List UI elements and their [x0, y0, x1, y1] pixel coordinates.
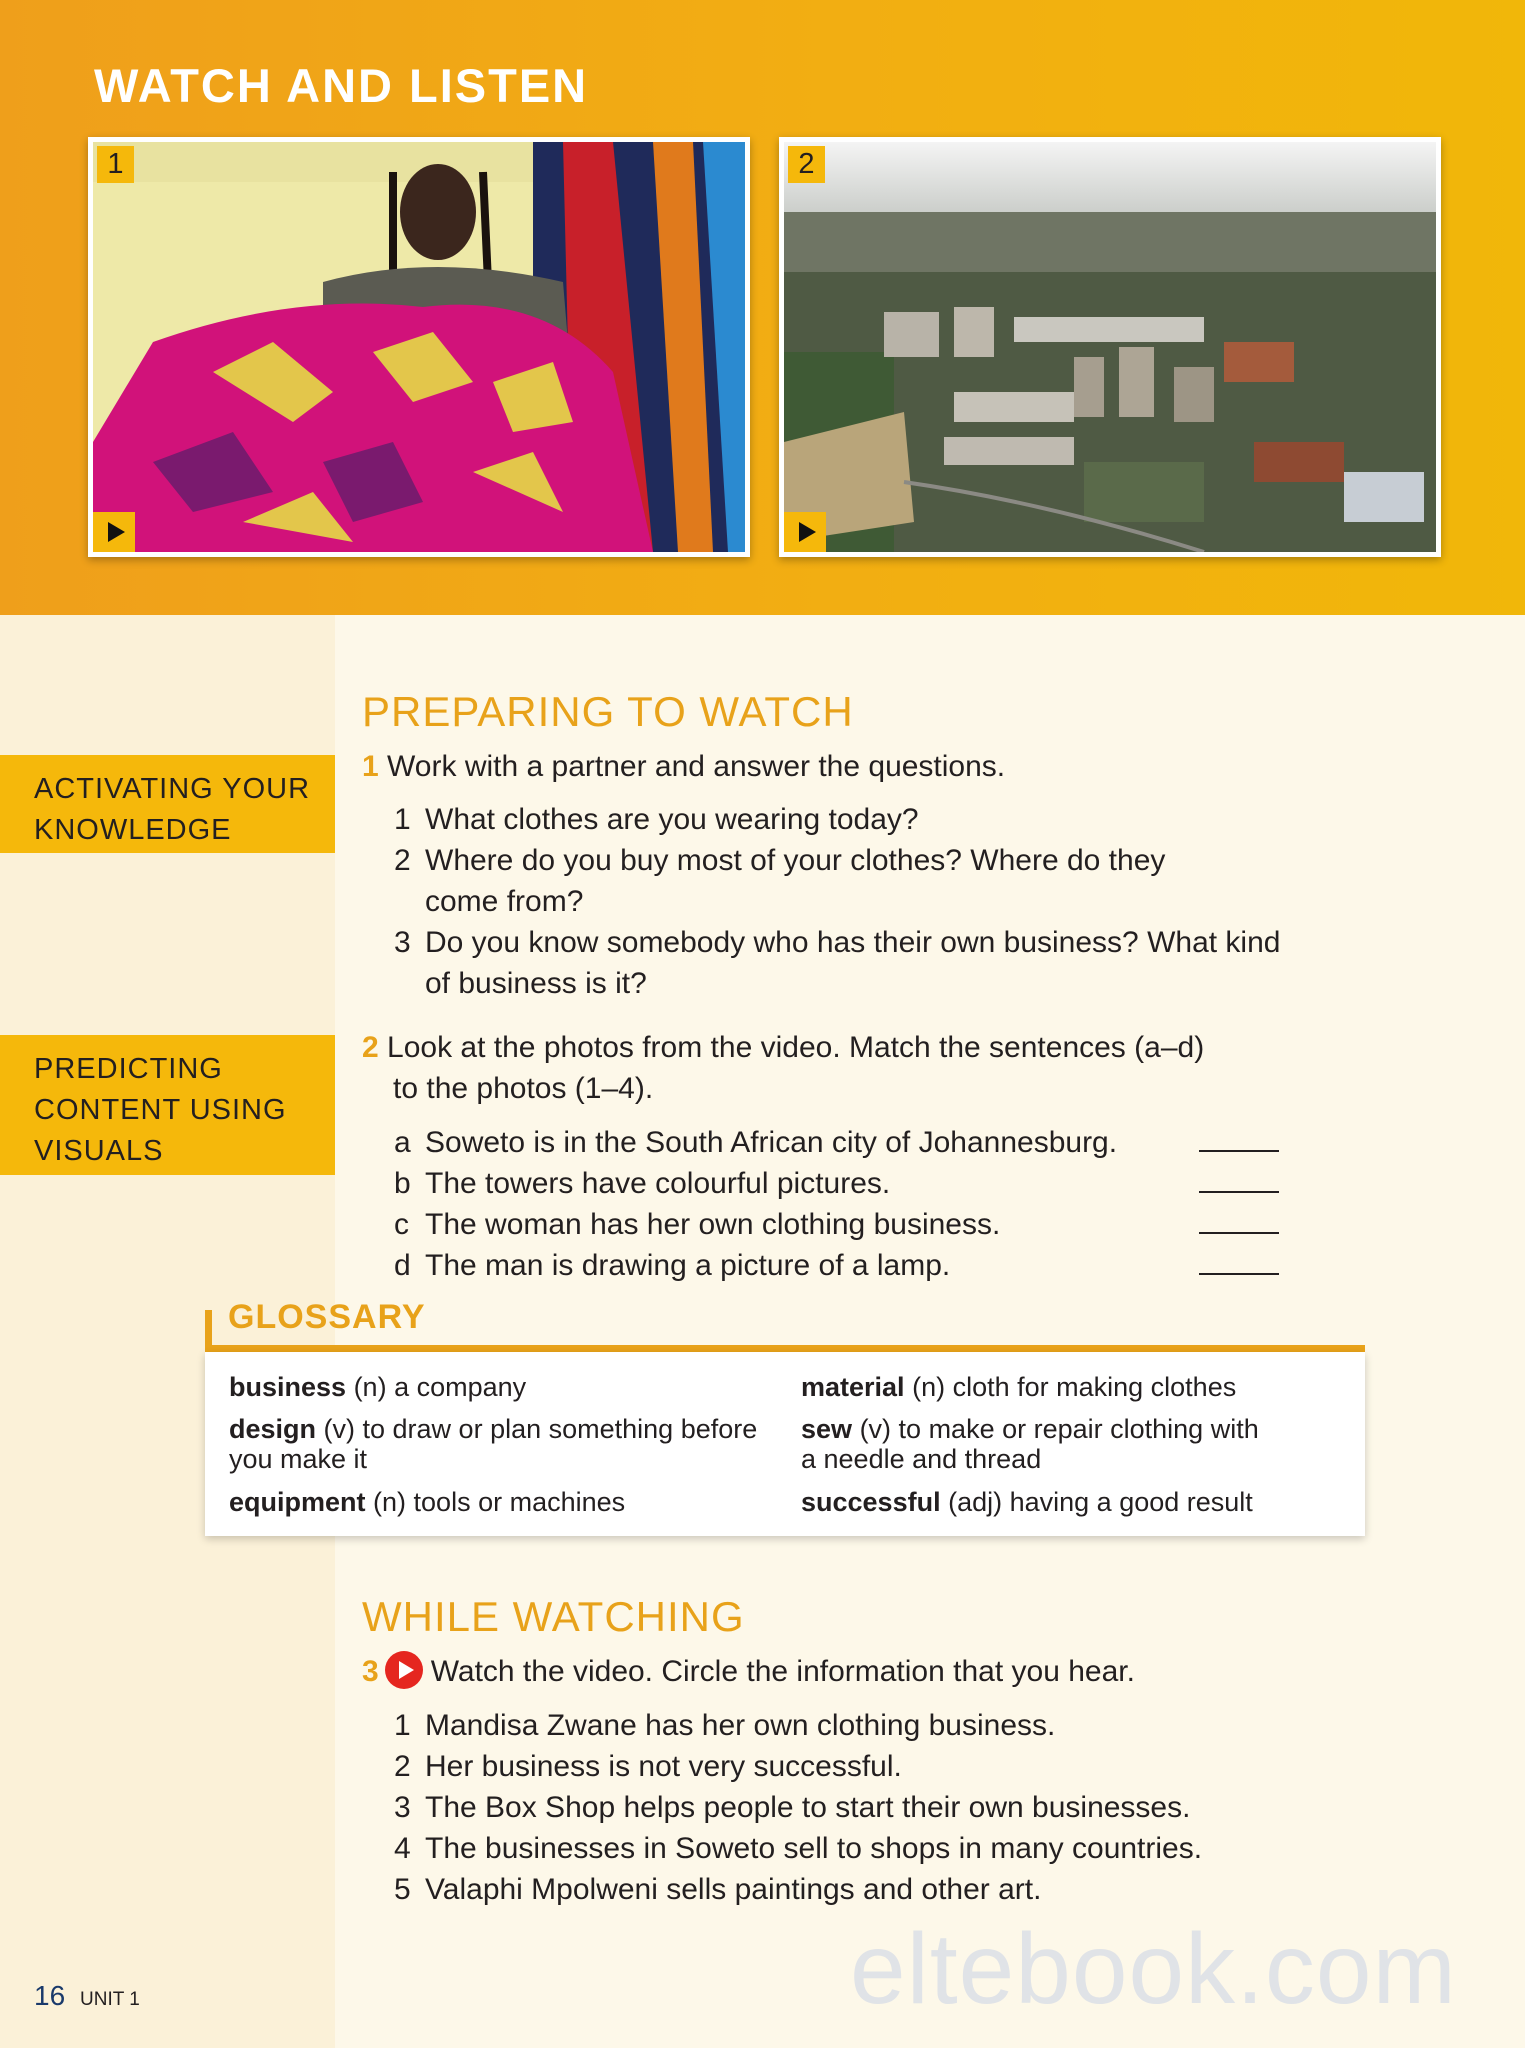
item-text: Soweto is in the South African city of Johannesburg.: [425, 1126, 1118, 1159]
section-heading-while-watching: WHILE WATCHING: [362, 1593, 745, 1640]
page-title: WATCH AND LISTEN: [94, 59, 589, 112]
item-label: 1: [394, 803, 411, 836]
page-number: 16: [34, 1980, 66, 2011]
glossary-term: successful: [801, 1487, 941, 1517]
glossary-definition-continued: a needle and thread: [801, 1444, 1042, 1474]
unit-label: UNIT 1: [80, 1989, 140, 2010]
exercise-number: 1: [362, 750, 379, 783]
glossary-definition-continued: you make it: [229, 1444, 368, 1474]
glossary-definition: (adj) having a good result: [948, 1487, 1253, 1517]
item-text: Her business is not very successful.: [425, 1750, 902, 1783]
skill-tab-line: VISUALS: [34, 1135, 164, 1167]
play-icon[interactable]: [93, 512, 135, 552]
item-text: The man is drawing a picture of a lamp.: [425, 1249, 951, 1282]
glossary-definition: (n) tools or machines: [373, 1487, 626, 1517]
item-label: 2: [394, 1750, 411, 1783]
statement-item: [394, 1705, 1055, 1746]
glossary-box: [205, 1352, 1365, 1536]
item-text-continued: come from?: [425, 885, 584, 918]
skill-tab-activating-knowledge: [0, 755, 335, 853]
skill-tab-predicting-content: [0, 1035, 335, 1175]
glossary-rule-horizontal: [205, 1345, 1365, 1352]
statement-item: [394, 1869, 1041, 1910]
photo-number-1: 1: [97, 146, 134, 183]
item-label: 2: [394, 844, 411, 877]
exercise-number: 2: [362, 1031, 379, 1064]
item-text: Where do you buy most of your clothes? Where do they: [425, 844, 1166, 877]
answer-blank[interactable]: [1199, 1232, 1279, 1234]
item-label: 5: [394, 1873, 411, 1906]
match-item: [394, 1163, 890, 1204]
section-heading-preparing: PREPARING TO WATCH: [362, 688, 854, 735]
item-text: The woman has her own clothing business.: [425, 1208, 1001, 1241]
watermark: eltebook.com: [850, 1913, 1457, 2025]
item-text: Valaphi Mpolweni sells paintings and other art.: [425, 1873, 1042, 1906]
question-item: [394, 922, 1280, 1004]
glossary-term: sew: [801, 1414, 853, 1444]
instruction-text: Watch the video. Circle the information that you hear.: [430, 1655, 1135, 1688]
video-still-2[interactable]: [779, 137, 1441, 557]
item-text-continued: of business is it?: [425, 967, 647, 1000]
glossary-term: business: [229, 1372, 347, 1402]
item-label: a: [394, 1126, 411, 1159]
glossary-entry: [229, 1487, 625, 1517]
exercise-1-instruction: [362, 746, 1005, 787]
photo-number-2: 2: [788, 146, 825, 183]
statement-item: [394, 1787, 1190, 1828]
skill-tab-line: KNOWLEDGE: [34, 814, 232, 846]
glossary-entry: [801, 1487, 1253, 1517]
match-item: [394, 1122, 1117, 1163]
video-play-icon[interactable]: [385, 1651, 423, 1689]
glossary-entry: [229, 1414, 757, 1474]
match-item: [394, 1204, 1000, 1245]
item-label: 4: [394, 1832, 411, 1865]
skill-tab-line: ACTIVATING YOUR: [34, 773, 311, 805]
exercise-number: 3: [362, 1655, 379, 1688]
item-label: 3: [394, 1791, 411, 1824]
play-icon[interactable]: [784, 512, 826, 552]
glossary-term: material: [801, 1372, 905, 1402]
item-text: Mandisa Zwane has her own clothing business.: [425, 1709, 1056, 1742]
instruction-text-continued: to the photos (1–4).: [393, 1072, 654, 1105]
answer-blank[interactable]: [1199, 1273, 1279, 1275]
item-text: The businesses in Soweto sell to shops in many countries.: [425, 1832, 1203, 1865]
glossary-definition: (v) to make or repair clothing with: [859, 1414, 1259, 1444]
item-text: Do you know somebody who has their own business? What kind: [425, 926, 1281, 959]
glossary-definition: (n) cloth for making clothes: [912, 1372, 1237, 1402]
glossary-definition: (n) a company: [353, 1372, 527, 1402]
answer-blank[interactable]: [1199, 1191, 1279, 1193]
answer-blank[interactable]: [1199, 1150, 1279, 1152]
glossary-term: design: [229, 1414, 317, 1444]
glossary-entry: [229, 1372, 526, 1402]
match-item: [394, 1245, 950, 1286]
video-still-1[interactable]: [88, 137, 750, 557]
item-text: What clothes are you wearing today?: [425, 803, 919, 836]
glossary-term: equipment: [229, 1487, 366, 1517]
item-text: The towers have colourful pictures.: [425, 1167, 891, 1200]
item-label: c: [394, 1208, 409, 1241]
question-item: [394, 799, 919, 840]
instruction-text: Look at the photos from the video. Match the sentences (a–d): [387, 1031, 1205, 1064]
item-text: The Box Shop helps people to start their own businesses.: [425, 1791, 1191, 1824]
glossary-definition: (v) to draw or plan something before: [323, 1414, 758, 1444]
video-still-2-image: [784, 142, 1436, 552]
instruction-text: Work with a partner and answer the questions.: [387, 750, 1006, 783]
item-label: b: [394, 1167, 411, 1200]
exercise-3-instruction: [362, 1651, 1135, 1692]
statement-item: [394, 1828, 1202, 1869]
glossary-title: GLOSSARY: [228, 1298, 426, 1336]
question-item: [394, 840, 1165, 922]
skill-tab-line: CONTENT USING: [34, 1094, 287, 1126]
item-label: d: [394, 1249, 411, 1282]
video-still-1-image: [93, 142, 745, 552]
item-label: 3: [394, 926, 411, 959]
glossary-entry: [801, 1414, 1259, 1474]
exercise-2-instruction: [362, 1027, 1204, 1109]
skill-tab-line: PREDICTING: [34, 1053, 223, 1085]
statement-item: [394, 1746, 902, 1787]
glossary-entry: [801, 1372, 1236, 1402]
item-label: 1: [394, 1709, 411, 1742]
